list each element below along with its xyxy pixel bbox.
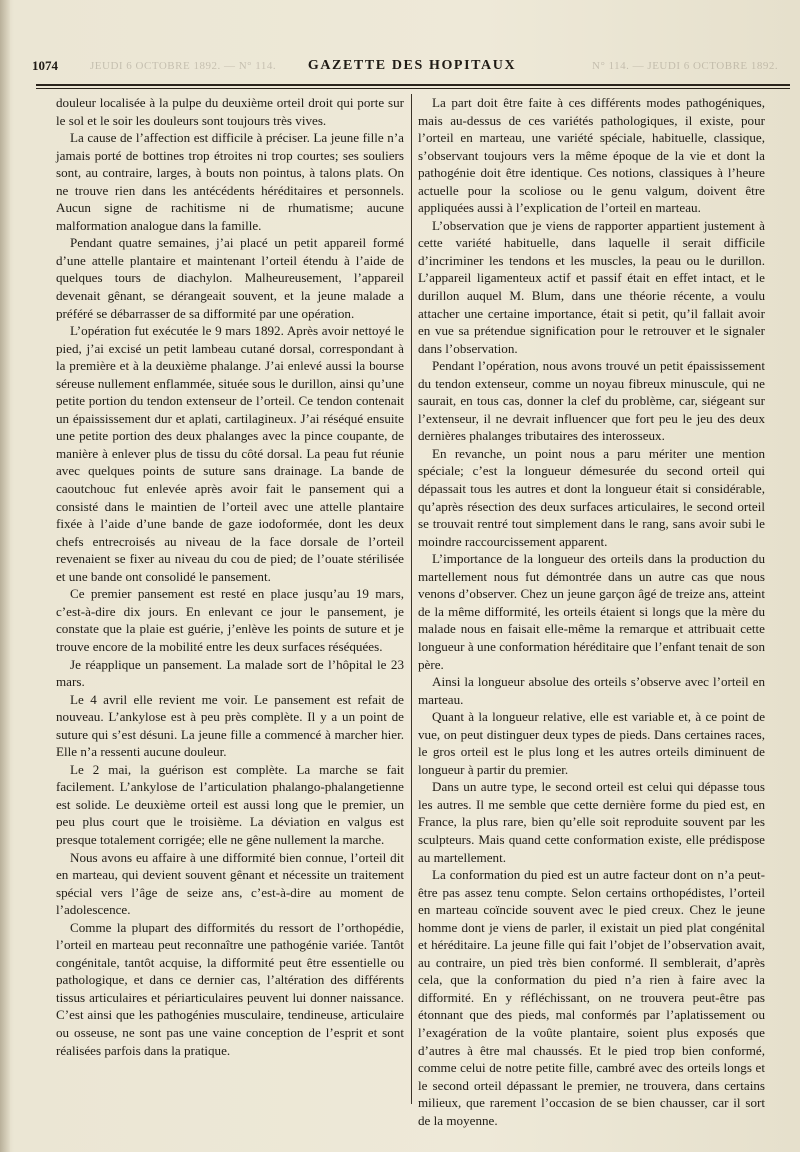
- paragraph: Le 2 mai, la guérison est complète. La marche se fait facilement. L’ankylose de l’articulation phalango-phalangetienne est solide. Le deuxième orteil est aussi long que le premier, un peu plus court que le troisième. La déviation en valgus est presque totalement corrigée; elle ne gêne nullement la marche.: [56, 761, 404, 847]
- paragraph: Le 4 avril elle revient me voir. Le pansement est refait de nouveau. L’ankylose est à peu près complète. Il y a un point de suture qui s’est désuni. La jeune fille a commencé à marcher hier. Elle n’a ressenti aucune douleur.: [56, 691, 404, 760]
- paragraph: Je réapplique un pansement. La malade sort de l’hôpital le 23 mars.: [56, 656, 404, 690]
- paragraph: Quant à la longueur relative, elle est variable et, à ce point de vue, on peut distinguer deux types de pieds. Dans certaines races, le gros orteil est le plus long et les autres orteils diminuent de longueur à partir du premier.: [418, 709, 765, 777]
- header-rule-thin: [36, 88, 790, 89]
- paragraph: La conformation du pied est un autre facteur dont on n’a peut-être pas assez tenu compte. Selon certains orthopédistes, l’orteil en marteau coïncide souvent avec le pied creux. Chez le jeune homme dont je viens de parler, il existait un pied plat congénital et héréditaire. La jeune fille qui fait l’objet de l’observation avait, au contraire, un pied très bien conformé. Il semblerait, d’après cela, que la conformation du pied n’a rien à faire avec la difformité. En y réfléchissant, on ne trouvera peut-être pas étonnant que des pieds, mal conformés par l’aplatissement ou l’exagération de la voûte plantaire, soient plus exposés que d’autres à être mal chaussés. Et le pied trop bien conformé, comme celui de notre petite fille, cambré avec des orteils longs et le second orteil dépassant le premier, ne trouvera, dans certains milieux, que rarement l’occasion de se bien chausser, car il sort de la moyenne.: [418, 867, 765, 1128]
- paragraph: En revanche, un point nous a paru mériter une mention spéciale; c’est la longueur démesurée du second orteil qui dépassait tous les autres et dont la longueur était si considérable, qu’après résection des deux surfaces articulaires, le second orteil se trouvait rentré tout simplement dans le rang, sans avoir subi le moindre raccourcissement apparent.: [418, 445, 765, 549]
- bleed-through-text-right: N° 114. — JEUDI 6 OCTOBRE 1892.: [592, 60, 779, 72]
- page-binding-edge: [0, 0, 10, 1152]
- page-header: [32, 54, 792, 80]
- paragraph: douleur localisée à la pulpe du deuxième orteil droit qui porte sur le sol et le soir les douleurs sont toujours très vives.: [56, 95, 404, 128]
- header-rule-thick: [36, 84, 790, 86]
- paragraph: Nous avons eu affaire à une difformité bien connue, l’orteil dit en marteau, qui devient souvent gênant et nécessite un traitement spécial vers l’âge de seize ans, c’est-à-dire au moment de l’adolescence.: [56, 849, 404, 918]
- paragraph: La part doit être faite à ces différents modes pathogéniques, mais au-dessus de ces variétés pathologiques, il existe, pour l’orteil en marteau, une variété spéciale, habituelle, classique, s’observant toujours vers la même époque de la vie et dont la pathogénie doit être identique. Ces notions, classiques à l’heure actuelle pour la scoliose ou le genu valgum, doivent être appliquées aussi à l’explication de l’orteil en marteau.: [418, 95, 765, 216]
- paragraph: L’observation que je viens de rapporter appartient justement à cette variété habituelle, dans laquelle il serait difficile d’incriminer les tendons et les muscles, la peau ou le durillon. L’appareil ligamenteux actif et passif était en effet intact, et le durillon auquel M. Blum, dans une théorie récente, a voulu attacher une certaine importance, était si petit, qu’il fallait avoir en vue sa prétendue signification pour le retrouver et le signaler dans l’observation.: [418, 217, 765, 356]
- paragraph: Dans un autre type, le second orteil est celui qui dépasse tous les autres. Il me semble que cette dernière forme du pied est, en France, la plus rare, bien qu’elle soit reproduite souvent par les sculpteurs. Mais quand cette conformation existe, elle prédispose au martellement.: [418, 779, 765, 865]
- paragraph: Pendant l’opération, nous avons trouvé un petit épaississement du tendon extenseur, comme un noyau fibreux minuscule, qui ne saurait, en tous cas, donner la clef du problème, car, siégeant sur l’extenseur, il ne devrait influencer que fort peu le jeu des deux dernières phalanges tributaires des interosseux.: [418, 358, 765, 444]
- bleed-through-text-left: JEUDI 6 OCTOBRE 1892. — N° 114.: [90, 60, 277, 72]
- paragraph: L’opération fut exécutée le 9 mars 1892. Après avoir nettoyé le pied, j’ai excisé un petit lambeau cutané dorsal, correspondant à la première et à la deuxième phalange. J’ai enlevé aussi la bourse séreuse nullement enflammée, située sous le durillon, ainsi qu’une petite portion du tendon extenseur de l’orteil. Ce tendon contenait un épaississement dur et aplati, cartilagineux. J’ai réséqué ensuite une petite portion des deux phalanges avec la pince coupante, de manière à enlever plus de tissu du côté dorsal. La peau fut réunie avec quelques points de suture sans drainage. La bande de caoutchouc fut enlevée après avoir fait le pansement qui a consisté dans le maintien de l’orteil avec une attelle plantaire fixée à l’aide d’une bande de gaze iodoformée, dont les deux chefs entrecroisés au niveau de la face dorsale de l’orteil revenaient se fixer au niveau du cou de pied; de l’ouate stérilisée et une bande ont consolidé le pansement.: [56, 323, 404, 584]
- paragraph: Comme la plupart des difformités du ressort de l’orthopédie, l’orteil en marteau peut reconnaître une pathogénie variée. Tantôt congénitale, tantôt acquise, la difformité peut être essentielle ou pathologique, et dans ce dernier cas, l’altération des différents tissus articulaires et périarticulaires peuvent lui donner naissance. C’est ainsi que les pathogénies musculaire, tendineuse, articulaire ou osseuse, ne sont pas une vaine conception de l’esprit et sont réalisées parfois dans la pratique.: [56, 919, 404, 1058]
- paragraph: Ce premier pansement est resté en place jusqu’au 19 mars, c’est-à-dire dix jours. En enlevant ce jour le pansement, je constate que la plaie est guérie, j’enlève les points de suture et je trouve encore de la mobilité entre les deux surfaces réséquées.: [56, 586, 404, 654]
- column-divider: [411, 94, 412, 1104]
- paragraph: L’importance de la longueur des orteils dans la production du martellement nous fut démontrée dans un autre cas que nous venons d’observer. Chez un jeune garçon âgé de treize ans, atteint de la même difformité, les orteils étaient si longs que la mère du malade nous en faisait elle-même la remarque et attribuait cette longueur à une conformation héréditaire que l’enfant tenait de son père.: [418, 551, 765, 672]
- page-number: 1074: [32, 58, 58, 73]
- paragraph: Pendant quatre semaines, j’ai placé un petit appareil formé d’une attelle plantaire et maintenant l’orteil étendu à l’aide de quelques tours de diachylon. Malheureusement, l’appareil devenait gênant, se dérangeait souvent, et la jeune malade a préféré se débarrasser de sa difformité par une opération.: [56, 235, 404, 321]
- left-column: [56, 94, 404, 1059]
- journal-title: GAZETTE DES HOPITAUX: [307, 58, 517, 73]
- right-column: [418, 94, 765, 1129]
- paragraph: Ainsi la longueur absolue des orteils s’observe avec l’orteil en marteau.: [418, 674, 765, 707]
- paragraph: La cause de l’affection est difficile à préciser. La jeune fille n’a jamais porté de bottines trop étroites ni trop courtes; ses souliers sont, au contraire, larges, à bouts non pointus, à talons plats. On ne trouve rien dans les antécédents héréditaires et personnels. Aucun signe de rachitisme ni de rhumatisme; aucune malformation analogue dans la famille.: [56, 130, 404, 233]
